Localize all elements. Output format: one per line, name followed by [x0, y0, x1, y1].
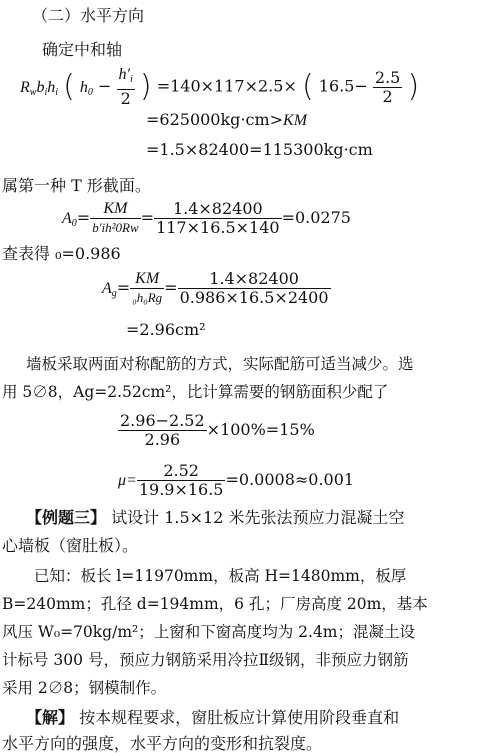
a0-fraction-symbolic: $\frac{KM}{\text{b′ih²0Rw}}$ — [92, 200, 139, 235]
paragraph-reinforcement-l1: 墙板采取两面对称配筋的方式，实际配筋可适当减少。选 — [26, 355, 414, 373]
section-type-statement: 属第一种 T 形截面。 — [2, 176, 151, 195]
example3-label: 【例题三】 — [26, 508, 107, 527]
step-neutral-axis: 确定中和轴 — [42, 40, 123, 59]
eq1-hi: $h_i$ — [47, 78, 59, 98]
a0-symbol: $A_0$ — [62, 210, 77, 229]
solution-line1: 【解】 按本规程要求，窗肚板应计算使用阶段垂直和 — [26, 708, 400, 727]
table-lookup: 查表得 ₀=0.986 — [2, 244, 121, 263]
eq1-rhs1: =140×117×2.5× — [156, 76, 297, 96]
known-line2: B=240mm；孔径 d=194mm，6 孔；厂房高度 20m，基本 — [2, 595, 428, 613]
ag-fraction-numeric: $\frac{1.4\times 82400}{0.986\times 16.5\times 2400}$ — [179, 269, 329, 307]
example3-line1: 【例题三】 试设计 1.5×12 米先张法预应力混凝土空 — [26, 508, 405, 527]
equation-neutral-axis-line1 — [20, 66, 419, 111]
ag-symbol: $A_g$ — [102, 280, 117, 299]
paren-close-2: ) — [407, 69, 420, 104]
solution-label: 【解】 — [26, 708, 75, 727]
known-line3: 风压 W₀=70kg/m²；上窗和下窗高度均为 2.4m；混凝土设 — [2, 623, 416, 641]
a0-fraction-numeric: $\frac{1.4\times 82400}{117\times 16.5\times 140}$ — [156, 199, 280, 237]
example3-line2: 心墙板（窗肚板）。 — [2, 536, 139, 555]
eq1-minus: − — [98, 76, 112, 96]
eq1-rhs1b: 16.5− — [318, 76, 368, 96]
known-line1: 已知：板长 l=11970mm，板高 H=1480mm，板厚 — [34, 567, 407, 585]
paren-open-2: ( — [301, 69, 314, 104]
section-title: （二）水平方向 — [32, 6, 145, 25]
eq1-rhs-fraction: $\frac{2.5}{2}$ — [374, 67, 401, 106]
mu-fraction: $\frac{2.52}{19.9\times 16.5}$ — [138, 461, 224, 499]
equation-mu: μ= $\frac{2.52}{19.9\times 16.5}$ =0.0008≈0.001 — [118, 461, 355, 499]
known-line5: 采用 2∅8；钢模制作。 — [2, 679, 167, 697]
paren-open: ( — [63, 69, 75, 104]
equation-ag: $A_g=$ $\frac{KM}{\text{₀h₀Rg}}$ = $\frac{1.4\times 82400}{0.986\times 16.5\times 2400}$ — [102, 269, 329, 307]
equation-neutral-axis-line2: =625000kg·cm>KM — [146, 110, 308, 129]
known-line4: 计标号 300 号，预应力钢筋采用冷拉Ⅱ级钢，非预应力钢筋 — [2, 651, 409, 669]
eq1-bi: $b_i$ — [36, 78, 48, 98]
eq1-rw: $R_w$ — [20, 78, 37, 98]
equation-neutral-axis-line3: =1.5×82400=115300kg·cm — [146, 140, 373, 159]
solution-line2: 水平方向的强度，水平方向的变形和抗裂度。 — [2, 734, 323, 753]
paren-close: ) — [139, 69, 152, 104]
eq1-fraction: $\frac{h'_i}{2}$ — [118, 66, 133, 108]
ag-result: =2.96cm² — [126, 320, 206, 339]
paragraph-reinforcement-l2: 用 5∅8，Ag=2.52cm²，比计算需要的钢筋面积少配了 — [2, 383, 389, 401]
eq1-h0: $h_0$ — [79, 78, 93, 98]
percent-fraction: $\frac{2.96-2.52}{2.96}$ — [120, 411, 205, 449]
ag-fraction-symbolic: $\frac{KM}{\text{₀h₀Rg}}$ — [132, 270, 163, 305]
equation-percent: $\frac{2.96-2.52}{2.96}$ ×100%=15% — [120, 411, 315, 449]
equation-a0: $A_0=$ $\frac{KM}{\text{b′ih²0Rw}}$ = $\frac{1.4\times 82400}{117\times 16.5\times 140}$ =0.0275 — [62, 199, 351, 237]
